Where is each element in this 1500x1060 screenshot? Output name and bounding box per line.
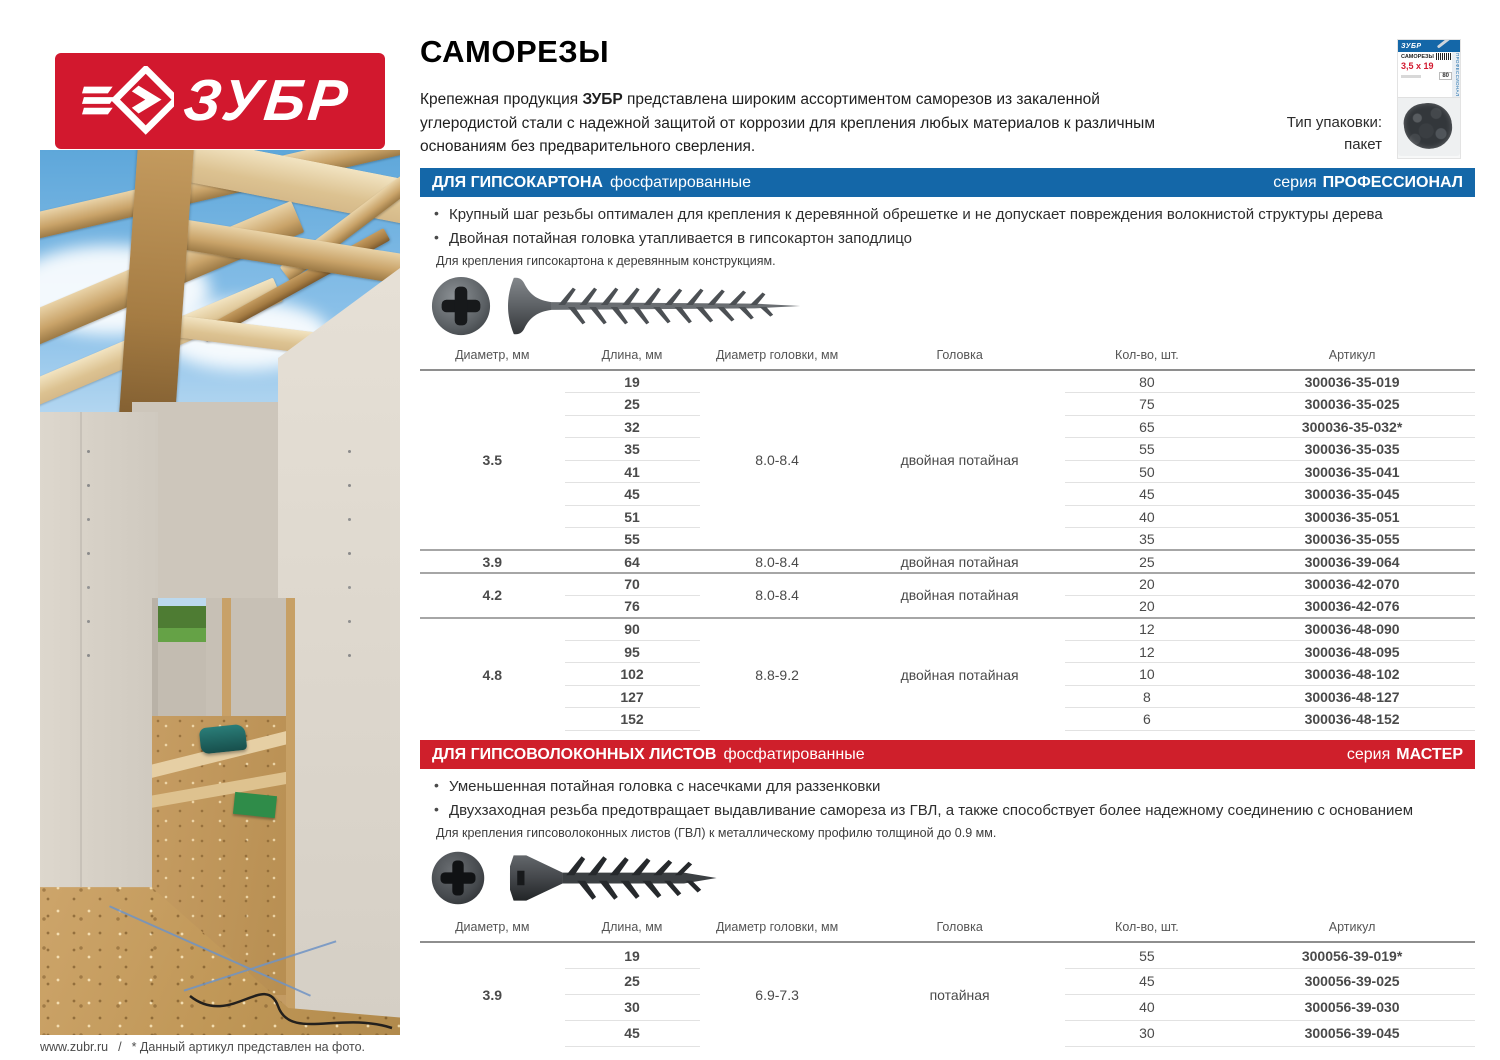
length-cell: 25 (565, 968, 700, 994)
screws-pile (1401, 100, 1454, 152)
length-cell: 90 (565, 618, 700, 641)
column-header: Диаметр головки, мм (700, 342, 855, 370)
series-name: МАСТЕР (1396, 745, 1463, 763)
green-block (233, 792, 277, 818)
power-tool (199, 724, 247, 755)
length-cell: 19 (565, 370, 700, 393)
quantity-cell: 20 (1065, 573, 1230, 596)
article-cell: 300036-48-127 (1229, 685, 1475, 708)
column-header: Артикул (1229, 914, 1475, 942)
table-row (420, 618, 1475, 641)
length-cell: 76 (624, 598, 640, 615)
footer (40, 1040, 365, 1054)
drywall-joint (80, 412, 82, 887)
package-photo (1398, 40, 1460, 158)
article-cell: 300036-35-025 (1229, 393, 1475, 416)
quantity-cell: 10 (1065, 663, 1230, 686)
product-table (420, 914, 1475, 1047)
bullet-item: • Уменьшенная потайная головка с насечками для раззенковки (434, 778, 1475, 796)
quantity-cell: 55 (1065, 942, 1230, 968)
article-cell: 300036-48-095 (1229, 640, 1475, 663)
article-cell: 300036-35-051 (1229, 505, 1475, 528)
article-cell: 300036-48-102 (1229, 663, 1475, 686)
footer-note: * Данный артикул представлен на фото. (131, 1040, 366, 1054)
section-drywall (420, 168, 1475, 731)
package-size: 3,5 х 19 (1401, 61, 1434, 71)
construction-photo (40, 150, 400, 1035)
package-label (1398, 40, 1460, 98)
column-header: Диаметр головки, мм (700, 914, 855, 942)
barcode (1436, 53, 1452, 60)
length-cell: 152 (565, 708, 700, 731)
quantity-cell: 45 (1065, 483, 1230, 506)
length-cell: 95 (565, 640, 700, 663)
column-header: Длина, мм (565, 914, 700, 942)
length-cell: 45 (565, 483, 700, 506)
table-header-row (420, 914, 1475, 942)
bullet-item: • Двухзаходная резьба предотвращает выдавливание самореза из ГВЛ, а также способствует более надежному соединению с основанием (434, 802, 1475, 820)
section-gvl (420, 740, 1475, 1047)
section-banner (420, 168, 1475, 197)
package-screw-art (1437, 40, 1451, 49)
power-cable (40, 876, 400, 1035)
screw-head-top-icon (430, 275, 492, 337)
feature-list (434, 778, 1475, 819)
quantity-cell: 6 (1065, 708, 1230, 731)
screw-dots (87, 450, 90, 453)
zubr-logo (55, 53, 385, 149)
article-cell: 300036-35-032* (1229, 415, 1475, 438)
length-cell: 55 (624, 530, 640, 547)
quantity-cell: 45 (1065, 968, 1230, 994)
application-caption: Для крепления гипсоволоконных листов (ГВЛ) к металлическому профилю толщиной до 0.9 мм. (436, 826, 997, 841)
quantity-cell: 35 (1139, 530, 1155, 547)
quantity-cell: 40 (1065, 505, 1230, 528)
article-cell: 300036-48-152 (1229, 708, 1475, 731)
site-link[interactable]: www.zubr.ru (40, 1040, 109, 1054)
quantity-cell: 25 (1139, 553, 1155, 570)
article-cell: 300056-39-019* (1229, 942, 1475, 968)
column-header: Головка (855, 914, 1065, 942)
length-cell: 70 (565, 573, 700, 596)
package-series-vertical: ПРОФЕССИОНАЛ (1452, 52, 1460, 98)
package-subline (1401, 75, 1421, 78)
package-bag (1398, 98, 1460, 156)
head-diameter-cell: 8.0-8.4 (755, 553, 799, 570)
page-title: САМОРЕЗЫ (420, 34, 610, 69)
screw-head-top-icon (430, 850, 486, 906)
table-row (420, 942, 1475, 968)
table-row (420, 550, 1475, 573)
quantity-cell: 40 (1065, 994, 1230, 1020)
page-description: Крепежная продукция ЗУБР представлена широким ассортиментом саморезов из закаленной углеродистой стали с надежной защитой от коррозии для крепления любых материалов к различным основаниям без предварительного сверления. (420, 91, 1155, 156)
inner-wall (206, 598, 288, 720)
section-banner (420, 740, 1475, 769)
quantity-cell: 12 (1065, 618, 1230, 641)
screw-image (430, 846, 1475, 910)
feature-list (434, 206, 1475, 247)
article-cell: 300036-42-076 (1304, 598, 1400, 615)
quantity-cell: 20 (1139, 598, 1155, 615)
length-cell: 51 (565, 505, 700, 528)
length-cell: 30 (565, 994, 700, 1020)
head-diameter-cell: 8.0-8.4 (755, 587, 799, 604)
package-product: САМОРЕЗЫ (1401, 53, 1434, 60)
diameter-cell: 3.9 (482, 986, 502, 1003)
column-header: Длина, мм (565, 342, 700, 370)
diameter-cell: 4.2 (482, 587, 502, 604)
packaging-value: пакет (1344, 135, 1382, 153)
article-cell: 300036-35-045 (1229, 483, 1475, 506)
article-cell: 300036-39-064 (1304, 553, 1400, 570)
table-header-row (420, 342, 1475, 370)
length-cell: 64 (624, 553, 640, 570)
article-cell: 300056-39-025 (1229, 968, 1475, 994)
head-type-cell: двойная потайная (900, 666, 1019, 683)
length-cell: 19 (565, 942, 700, 968)
head-type-cell: потайная (929, 986, 990, 1003)
package-count: 80 (1439, 72, 1452, 80)
column-header: Диаметр, мм (420, 914, 565, 942)
length-cell: 25 (565, 393, 700, 416)
table-row (420, 573, 1475, 596)
length-cell: 127 (565, 685, 700, 708)
bullet-item: • Крупный шаг резьбы оптимален для крепления к деревянной обрешетке и не допускает повреждения волокнистой структуры дерева (434, 206, 1475, 224)
product-table (420, 342, 1475, 731)
column-header: Кол-во, шт. (1065, 342, 1230, 370)
article-cell: 300056-39-030 (1229, 994, 1475, 1020)
head-type-cell: двойная потайная (900, 553, 1019, 570)
quantity-cell: 80 (1065, 370, 1230, 393)
table-row (420, 370, 1475, 393)
column-header: Артикул (1229, 342, 1475, 370)
section-subtitle: фосфатированные (609, 173, 752, 191)
article-cell: 300036-35-041 (1229, 460, 1475, 483)
article-cell: 300036-35-019 (1229, 370, 1475, 393)
footer-separator: / (118, 1040, 122, 1054)
article-cell: 300036-42-070 (1229, 573, 1475, 596)
quantity-cell: 8 (1065, 685, 1230, 708)
screw-side-icon (508, 275, 808, 337)
article-cell: 300036-35-055 (1304, 530, 1400, 547)
length-cell: 102 (565, 663, 700, 686)
head-diameter-cell: 6.9-7.3 (755, 986, 799, 1003)
article-cell: 300036-48-090 (1229, 618, 1475, 641)
head-diameter-cell: 8.0-8.4 (755, 452, 799, 469)
quantity-cell: 55 (1065, 438, 1230, 461)
outdoor-lawn (158, 628, 206, 642)
article-cell: 300036-35-035 (1229, 438, 1475, 461)
length-cell: 41 (565, 460, 700, 483)
application-caption: Для крепления гипсокартона к деревянным конструкциям. (436, 254, 776, 269)
article-cell: 300056-39-045 (1229, 1020, 1475, 1046)
logo-text: ЗУБР (180, 68, 354, 133)
screw-dots (348, 450, 351, 453)
diameter-cell: 3.5 (482, 452, 502, 469)
column-header: Диаметр, мм (420, 342, 565, 370)
zubr-arrow-icon (82, 66, 174, 136)
packaging-type (1200, 112, 1382, 156)
section-title: ДЛЯ ГИПСОКАРТОНА (432, 173, 603, 191)
screw-side-icon (502, 849, 740, 907)
quantity-cell: 75 (1065, 393, 1230, 416)
quantity-cell: 50 (1065, 460, 1230, 483)
bullet-item: • Двойная потайная головка утапливается в гипсокартон заподлицо (434, 230, 1475, 248)
column-header: Головка (855, 342, 1065, 370)
length-cell: 32 (565, 415, 700, 438)
series-name: ПРОФЕССИОНАЛ (1322, 173, 1463, 191)
column-header: Кол-во, шт. (1065, 914, 1230, 942)
packaging-label: Тип упаковки: (1286, 114, 1382, 131)
series-prefix: серия (1346, 745, 1391, 763)
head-diameter-cell: 8.8-9.2 (755, 666, 799, 683)
head-type-cell: двойная потайная (900, 452, 1019, 469)
head-type-cell: двойная потайная (900, 587, 1019, 604)
section-title: ДЛЯ ГИПСОВОЛОКОННЫХ ЛИСТОВ (432, 745, 717, 763)
section-subtitle: фосфатированные (723, 745, 865, 763)
package-brand: ЗУБР (1398, 40, 1460, 52)
quantity-cell: 12 (1065, 640, 1230, 663)
screw-image (430, 274, 1475, 338)
diameter-cell: 4.8 (482, 666, 502, 683)
series-prefix: серия (1273, 173, 1317, 191)
diameter-cell: 3.9 (482, 553, 502, 570)
quantity-cell: 30 (1065, 1020, 1230, 1046)
length-cell: 45 (565, 1020, 700, 1046)
quantity-cell: 65 (1065, 415, 1230, 438)
drywall-left-wall (40, 412, 158, 887)
length-cell: 35 (565, 438, 700, 461)
